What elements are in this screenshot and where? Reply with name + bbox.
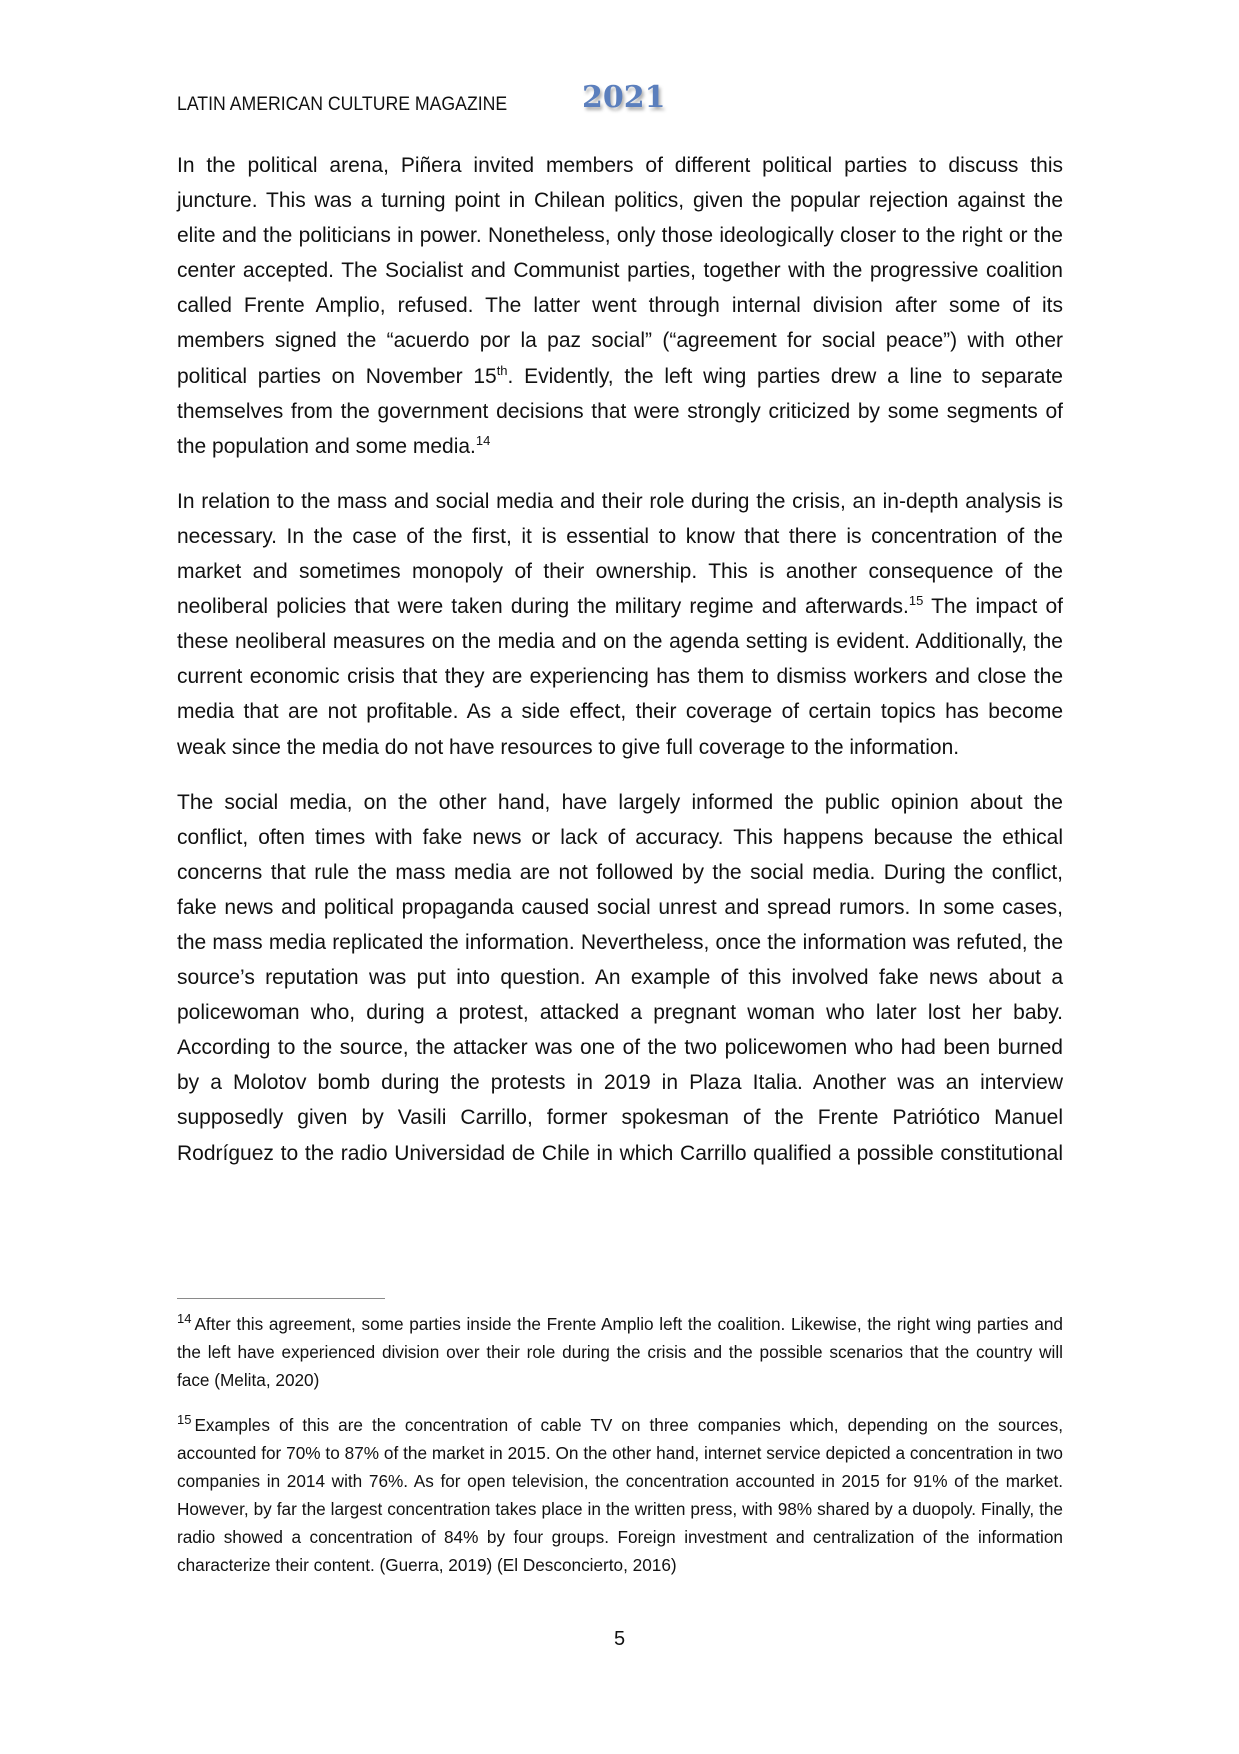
issue-year: 2021 xyxy=(582,80,666,115)
page-header xyxy=(177,80,666,120)
page-number: 5 xyxy=(613,1628,626,1650)
paragraph-text: In relation to the mass and social media and their role during the crisis, an in-depth analysis is necessary. In the case of the first, it is essential to know that there is concentration of the market and sometimes monopoly of their ownership. This is another consequence of the neoliberal policies that were taken during the military regime and afterwards. xyxy=(177,489,1063,619)
paragraph xyxy=(177,484,1063,765)
paragraph xyxy=(177,148,1063,464)
paragraph-text: In the political arena, Piñera invited members of different political parties to discuss this juncture. This was a turning point in Chilean politics, given the popular rejection against the elite and the politicians in power. Nonetheless, only those ideologically closer to the right or the center accepted. The Socialist and Communist parties, together with the progressive coalition called Frente Amplio, refused. The latter went through internal division after some of its members signed the “acuerdo por la paz social” (“agreement for social peace”) with other political parties on November 15 xyxy=(177,154,1063,388)
footnote-ref-15[interactable]: 15 xyxy=(908,593,924,609)
magazine-title: LATIN AMERICAN CULTURE MAGAZINE xyxy=(177,94,508,115)
footnote-15 xyxy=(177,1411,1063,1579)
footnote-number: 15 xyxy=(177,1412,192,1428)
footnote-separator xyxy=(177,1298,385,1299)
paragraph xyxy=(177,785,1063,1171)
paragraph-text: . Evidently, the left wing parties drew a line to separate themselves from the government decisions that were strongly criticized by some segments of the population and some media. xyxy=(177,364,1063,458)
footnote-14 xyxy=(177,1310,1063,1394)
paragraph-text: The impact of these neoliberal measures on the media and on the agenda setting is evident. Additionally, the current economic crisis that they are experiencing has them to dismiss workers and close the media that are not profitable. As a side effect, their coverage of certain topics has become weak since the media do not have resources to give full coverage to the information. xyxy=(177,595,1063,759)
paragraph-text: The social media, on the other hand, have largely informed the public opinion about the conflict, often times with fake news or lack of accuracy. This happens because the ethical concerns that rule the mass media are not followed by the social media. During the conflict, fake news and political propaganda caused social unrest and spread rumors. In some cases, the mass media replicated the information. Nevertheless, once the information was refuted, the source’s reputation was put into question. An example of this involved fake news about a policewoman who, during a protest, attacked a pregnant woman who later lost her baby. According to the source, the attacker was one of the two policewomen who had been burned by a Molotov bomb during the protests in 2019 in Plaza Italia. Another was an interview supposedly given by Vasili Carrillo, former spokesman of the Frente Patriótico Manuel Rodríguez to the radio Universidad de Chile in which Carrillo qualified a possible constitutional xyxy=(177,790,1063,1165)
footnote-number: 14 xyxy=(177,1311,192,1327)
footnotes xyxy=(177,1310,1063,1596)
footnote-ref-14[interactable]: 14 xyxy=(475,432,491,448)
ordinal-suffix: th xyxy=(496,362,508,378)
footnote-text: After this agreement, some parties inside the Frente Amplio left the coalition. Likewise, the right wing parties and the left have experienced division over their role during the crisis and the possible scenarios that the country will face (Melita, 2020) xyxy=(177,1314,1063,1390)
footnote-text: Examples of this are the concentration of cable TV on three companies which, depending on the sources, accounted for 70% to 87% of the market in 2015. On the other hand, internet service depicted a concentration in two companies in 2014 with 76%. As for open television, the concentration accounted in 2015 for 91% of the market. However, by far the largest concentration takes place in the written press, with 98% shared by a duopoly. Finally, the radio showed a concentration of 84% by four groups. Foreign investment and centralization of the information characterize their content. (Guerra, 2019) (El Desconcierto, 2016) xyxy=(177,1415,1063,1575)
article-body xyxy=(177,148,1063,1191)
